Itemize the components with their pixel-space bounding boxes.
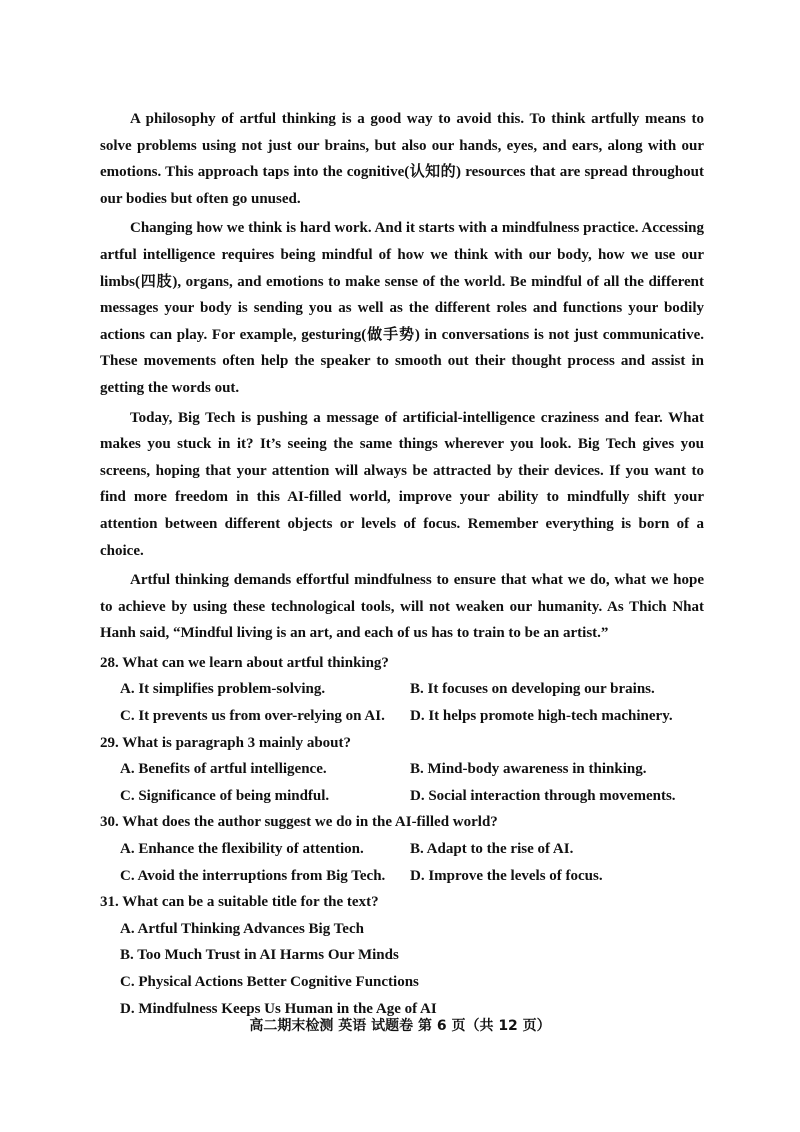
option-c: C. Avoid the interruptions from Big Tech. — [120, 867, 386, 884]
option-c: C. Physical Actions Better Cognitive Functions — [120, 974, 419, 990]
paragraph-1: A philosophy of artful thinking is a good way to avoid this. To think artfully means to solve problems using not just our brains, but also our hands, eyes, and ears, along with our emotions. This approach taps into the cognitive(认知的) resources that are spread throughout our bodies but often go unused. — [100, 111, 704, 207]
question-29 — [100, 730, 704, 810]
option-c: C. Significance of being mindful. — [120, 787, 330, 804]
question-30 — [100, 809, 704, 889]
option-b: B. Adapt to the rise of AI. — [410, 841, 574, 858]
option-d: D. Social interaction through movements. — [410, 787, 676, 804]
option-d: D. It helps promote high-tech machinery. — [410, 708, 673, 725]
question-28 — [100, 650, 704, 730]
paragraph-2: Changing how we think is hard work. And it starts with a mindfulness practice. Accessing artful intelligence requires being mindful of how we think with our body, how we use our limbs(四肢), organs, and emotions to make sense of the world. Be mindful of all the different messages your body is sending you as well as the different roles and functions your bodily actions can play. For example, gesturing(做手势) in conversations is not just communicative. These movements often help the speaker to smooth out their thought process and assist in getting the words out. — [100, 220, 704, 396]
page-footer: 高二期末检测 英语 试题卷 第 6 页（共 12 页） — [249, 1018, 551, 1034]
question-stem: 31. What can be a suitable title for the text? — [100, 894, 379, 911]
option-a: A. It simplifies problem-solving. — [120, 681, 326, 698]
option-b: B. Too Much Trust in AI Harms Our Minds — [120, 947, 399, 964]
option-d: D. Improve the levels of focus. — [410, 867, 603, 884]
option-a: A. Enhance the flexibility of attention. — [120, 841, 364, 858]
passage-and-questions — [100, 106, 704, 1022]
option-d: D. Mindfulness Keeps Us Human in the Age of AI — [120, 1000, 437, 1017]
option-a: A. Benefits of artful intelligence. — [120, 761, 327, 778]
option-b: B. Mind-body awareness in thinking. — [410, 761, 647, 778]
option-b: B. It focuses on developing our brains. — [410, 681, 655, 698]
question-stem: 30. What does the author suggest we do in the AI-filled world? — [100, 814, 498, 831]
paragraph-4: Artful thinking demands effortful mindfulness to ensure that what we do, what we hope to achieve by using these technological tools, will not weaken our humanity. As Thich Nhat Hanh said, “Mindful living is an art, and each of us has to train to be an artist.” — [100, 572, 704, 642]
paragraph-3: Today, Big Tech is pushing a message of artificial-intelligence craziness and fear. What makes you stuck in it? It’s seeing the same things wherever you look. Big Tech gives you screens, hoping that your attention will always be attracted by their devices. If you want to find more freedom in this AI-filled world, improve your ability to mindfully shift your attention between different objects or levels of focus. Remember everything is born of a choice. — [100, 409, 704, 559]
option-a: A. Artful Thinking Advances Big Tech — [120, 920, 364, 937]
option-c: C. It prevents us from over-relying on AI. — [120, 708, 385, 725]
question-stem: 29. What is paragraph 3 mainly about? — [100, 734, 352, 751]
question-stem: 28. What can we learn about artful thinking? — [100, 654, 389, 671]
question-31 — [100, 889, 704, 1022]
